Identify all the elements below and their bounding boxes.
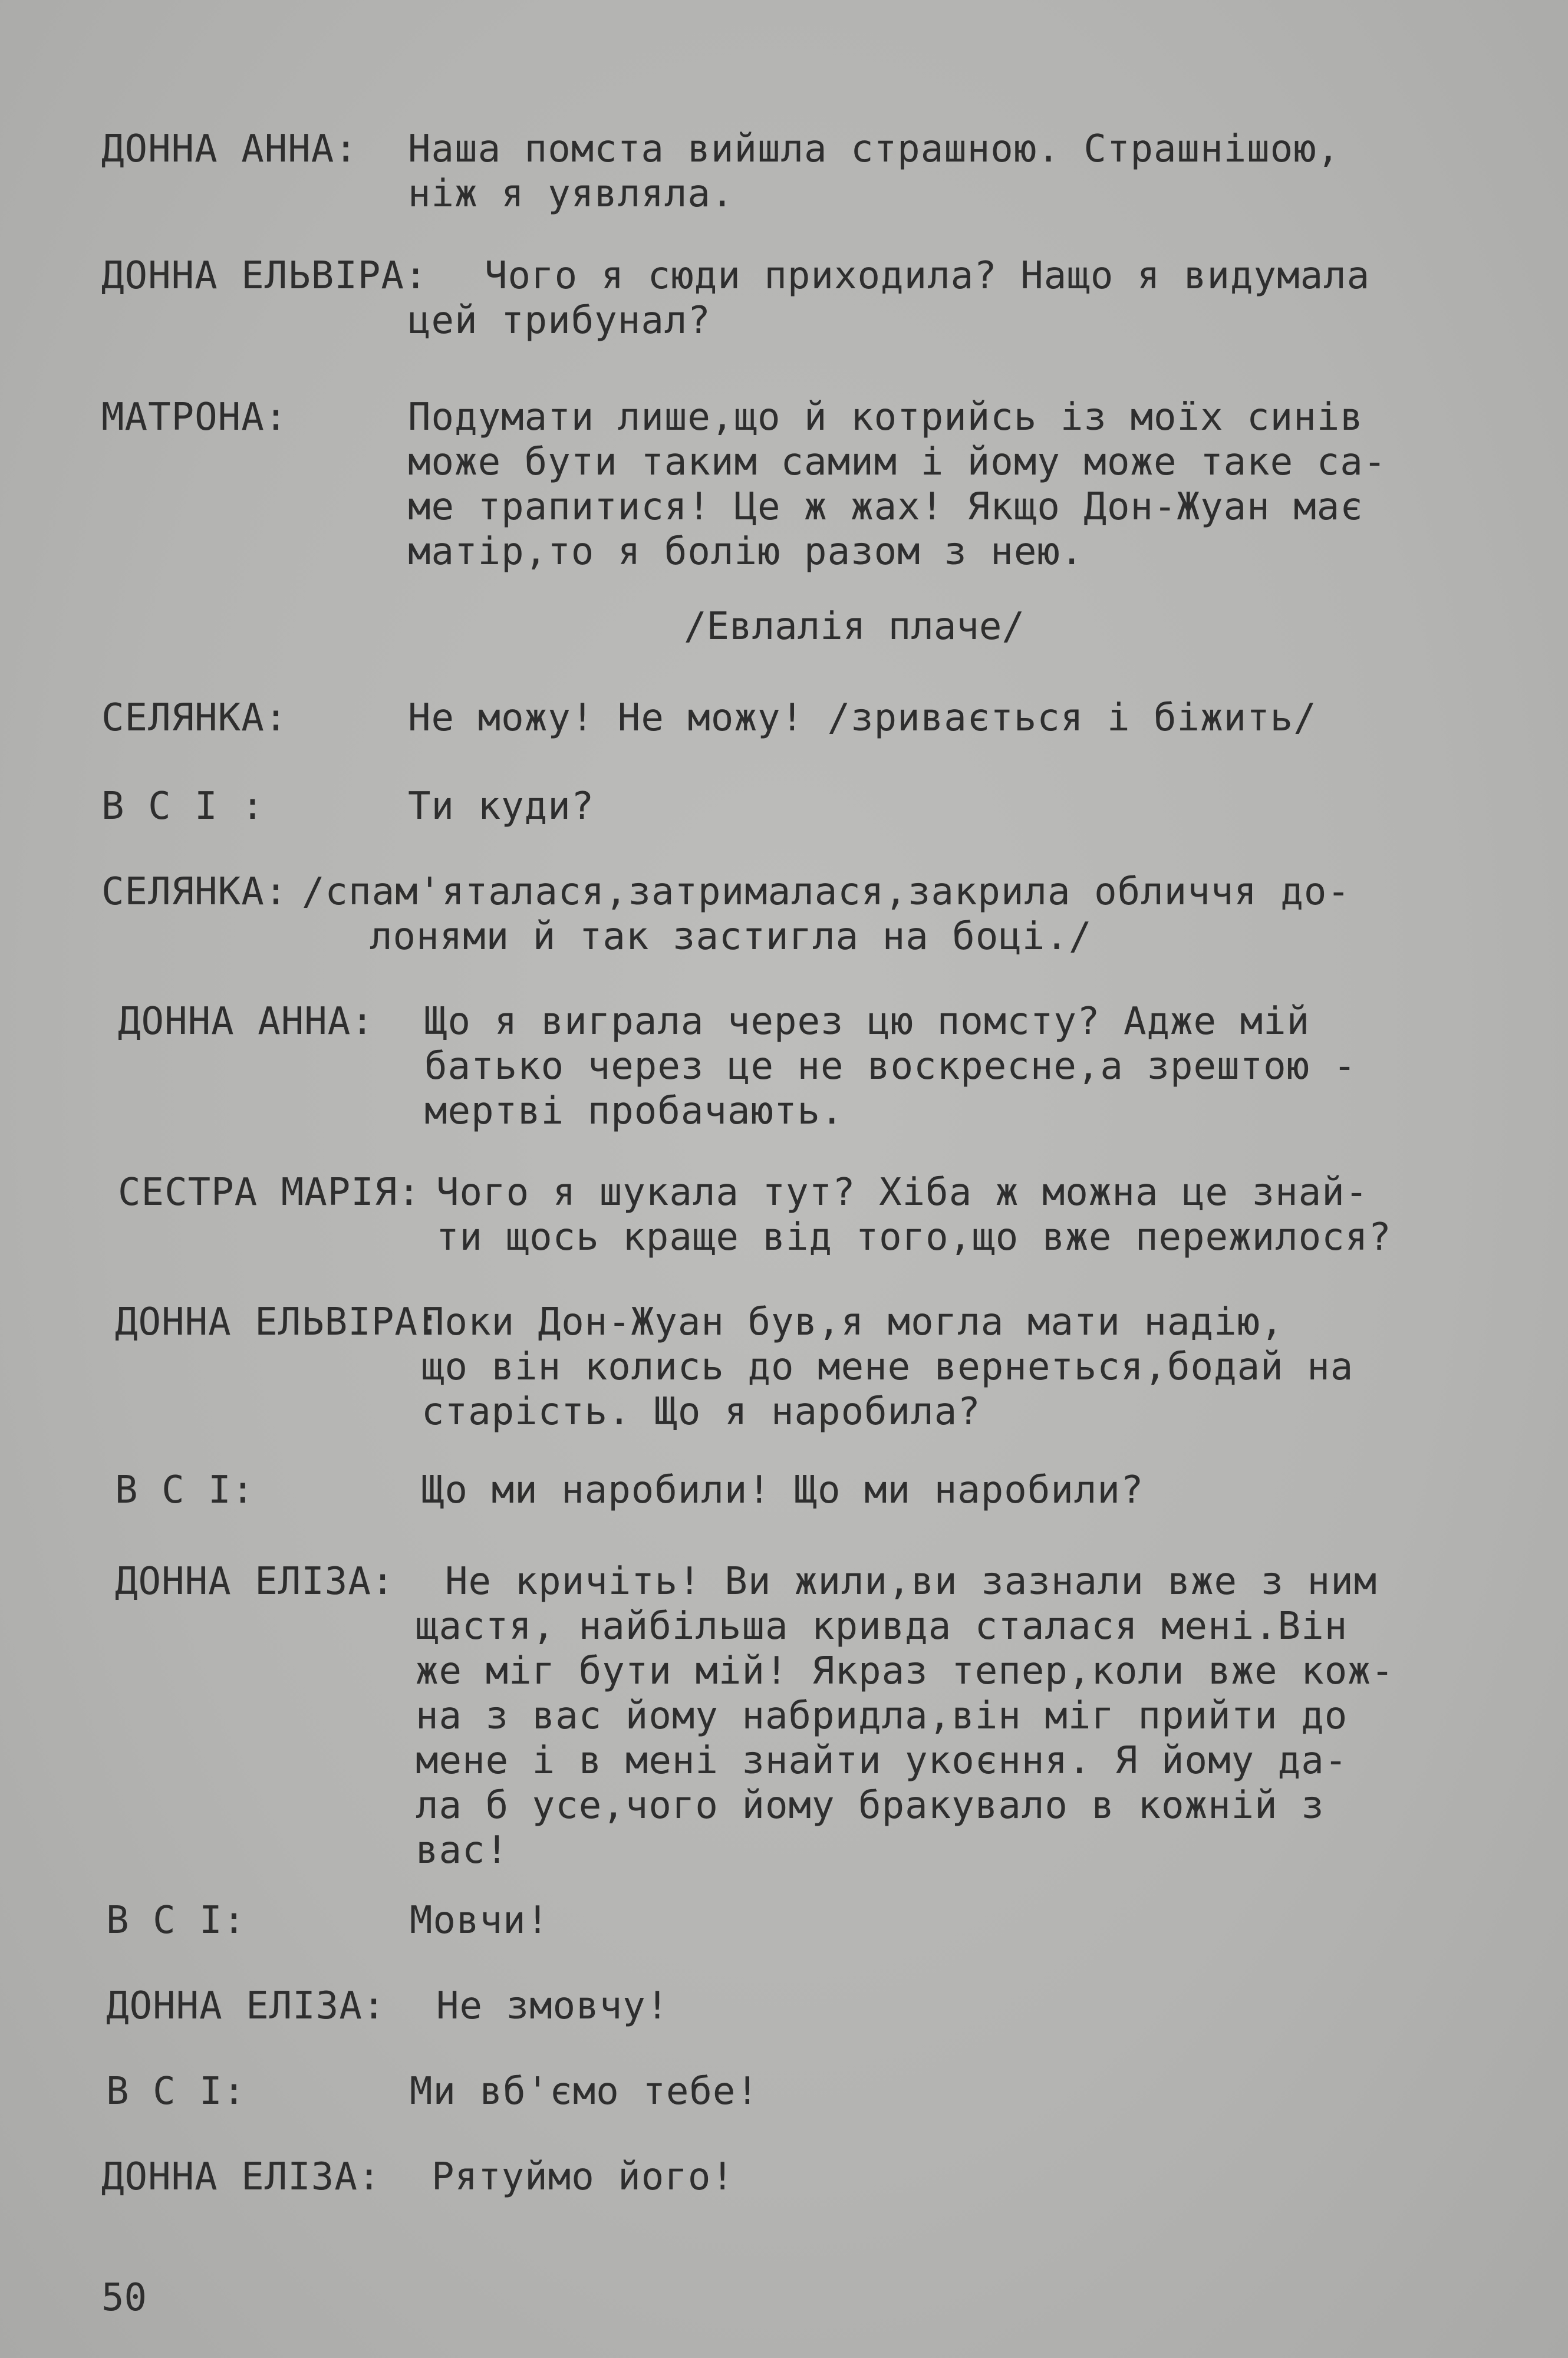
dialogue-text — [436, 1170, 1392, 1260]
dialogue-line: ме трапитися! Це ж жах! Якщо Дон-Жуан має — [408, 485, 1363, 529]
dialogue-line: Поки Дон-Жуан був,я могла мати надію, — [421, 1300, 1284, 1344]
dialogue-line: мене і в мені знайти укоєння. Я йому да- — [416, 1739, 1348, 1783]
speaker-name: ДОННА ЕЛЬВІРА: — [115, 1300, 442, 1344]
dialogue-line: Ми вб'ємо тебе! — [410, 2070, 759, 2113]
dialogue-entry — [101, 870, 1528, 964]
speaker-name: В С І: — [106, 2070, 246, 2113]
speaker-name: ДОННА ЕЛІЗА: — [101, 2155, 381, 2199]
dialogue-line: Що я виграла через цю помсту? Адже мій — [424, 1000, 1310, 1043]
stage-direction: /Евлалія плаче/ — [684, 605, 1025, 648]
dialogue-line: Рятуймо його! — [431, 2155, 734, 2199]
dialogue-line: що він колись до мене вернеться,бодай на — [421, 1345, 1354, 1389]
dialogue-line: лонями й так застигла на боці./ — [370, 915, 1092, 959]
speaker-name: ДОННА АННА: — [118, 1000, 374, 1043]
dialogue-entry — [118, 999, 1533, 1141]
dialogue-line: ти щось краще від того,що вже пережилося? — [436, 1216, 1392, 1259]
dialogue-line: матір,то я болію разом з нею. — [408, 530, 1084, 574]
speaker-name: В С І: — [115, 1468, 255, 1512]
speaker-name: СЕЛЯНКА: — [101, 696, 288, 740]
dialogue-line: щастя, найбільша кривда сталася мені.Він — [416, 1605, 1348, 1648]
speaker-name: СЕЛЯНКА: — [101, 870, 288, 914]
dialogue-text — [416, 1559, 1395, 1873]
dialogue-entry — [118, 1170, 1544, 1264]
dialogue-text — [421, 1300, 1353, 1434]
dialogue-line: Що ми наробили! Що ми наробили? — [421, 1468, 1144, 1512]
dialogue-text — [408, 784, 594, 829]
dialogue-text — [421, 1468, 1144, 1513]
dialogue-entry — [101, 395, 1528, 584]
dialogue-entry — [106, 2069, 1521, 2116]
dialogue-text — [410, 2069, 759, 2114]
dialogue-line: вас! — [416, 1829, 509, 1872]
dialogue-line: може бути таким самим і йому може таке са- — [408, 440, 1387, 484]
dialogue-text — [408, 395, 1386, 574]
dialogue-text — [410, 1898, 549, 1943]
speaker-name: В С І : — [101, 785, 265, 828]
dialogue-line: же міг бути мій! Якраз тепер,коли вже кож- — [416, 1649, 1395, 1693]
dialogue-line: Не кричіть! Ви жили,ви зазнали вже з ним — [445, 1560, 1378, 1603]
dialogue-line: Наша помста вийшла страшною. Страшнішою, — [408, 127, 1340, 171]
dialogue-entry — [101, 253, 1516, 348]
speaker-name: ДОННА ЕЛІЗА: — [115, 1560, 395, 1603]
dialogue-text — [436, 1984, 669, 2028]
dialogue-entry — [101, 127, 1516, 221]
dialogue-line: мертві пробачають. — [424, 1089, 844, 1133]
dialogue-entry — [115, 1300, 1530, 1441]
dialogue-line: Ти куди? — [408, 785, 595, 828]
dialogue-line: батько через це не воскресне,а зрештою - — [424, 1045, 1357, 1088]
dialogue-entry — [115, 1468, 1530, 1515]
dialogue-line: Подумати лише,що й котрийсь із моїх синів — [408, 396, 1363, 439]
dialogue-entry — [106, 1898, 1521, 1945]
dialogue-line: цей трибунал? — [408, 299, 711, 342]
dialogue-entry — [115, 1559, 1547, 1889]
dialogue-text — [408, 127, 1340, 216]
dialogue-text — [408, 696, 1317, 740]
speaker-name: ДОННА ЕЛЬВІРА: — [101, 254, 428, 298]
speaker-name: В С І: — [106, 1899, 246, 1942]
dialogue-line: старість. Що я наробила? — [421, 1390, 981, 1434]
speaker-name: ДОННА ЕЛІЗА: — [106, 1984, 386, 2028]
dialogue-line: ла б усе,чого йому бракувало в кожній з — [416, 1784, 1325, 1827]
dialogue-entry — [101, 696, 1516, 743]
dialogue-line: на з вас йому набридла,він міг прийти до — [416, 1694, 1348, 1738]
dialogue-entry — [106, 1984, 1521, 2031]
dialogue-line: /спам'яталася,затрималася,закрила обличчя до- — [302, 870, 1350, 914]
dialogue-line: Мовчи! — [410, 1899, 550, 1942]
dialogue-line: Чого я сюди приходила? Нащо я видумала — [485, 254, 1371, 298]
dialogue-text — [431, 2155, 734, 2199]
dialogue-entry — [101, 784, 1516, 831]
dialogue-line: ніж я уявляла. — [408, 172, 734, 216]
speaker-name: ДОННА АННА: — [101, 127, 358, 171]
dialogue-text — [408, 253, 1371, 343]
dialogue-text — [302, 870, 1350, 959]
page-number: 50 — [101, 2276, 147, 2320]
dialogue-text — [424, 999, 1356, 1134]
dialogue-entry — [101, 2155, 1516, 2202]
dialogue-line: Не змовчу! — [436, 1984, 670, 2028]
speaker-name: СЕСТРА МАРІЯ: — [118, 1171, 421, 1214]
dialogue-line: Чого я шукала тут? Хіба ж можна це знай- — [436, 1171, 1369, 1214]
dialogue-line: Не можу! Не можу! /зривається і біжить/ — [408, 696, 1317, 740]
speaker-name: МАТРОНА: — [101, 396, 288, 439]
